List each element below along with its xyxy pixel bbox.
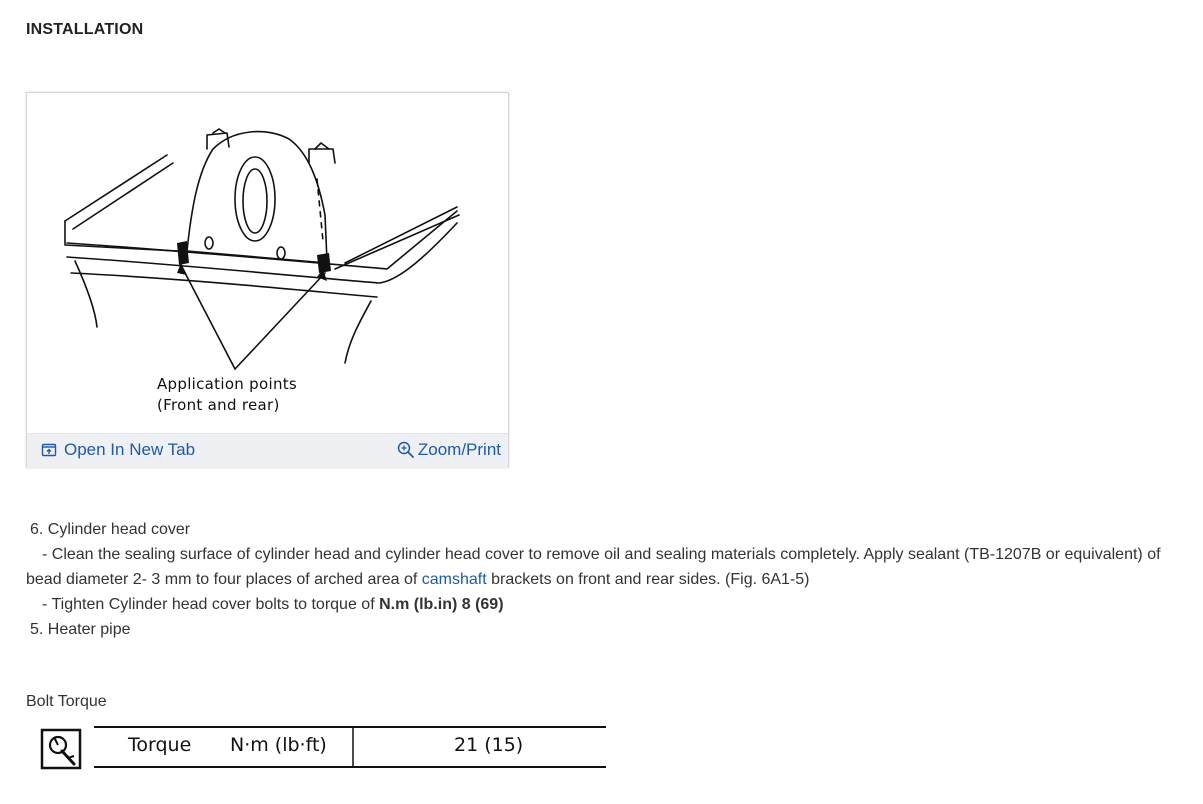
- step-6-instruction-2: [26, 592, 1186, 617]
- figure-toolbar: [27, 433, 508, 468]
- step-5-title: 5. Heater pipe: [30, 621, 131, 638]
- torque-unit: N·m (lb·ft): [230, 734, 327, 756]
- bolt-torque-title: Bolt Torque: [26, 693, 107, 710]
- torque-spec: N.m (lb.in) 8 (69): [379, 596, 504, 613]
- open-in-new-tab-label: Open In New Tab: [64, 440, 196, 459]
- step-6-instruction-1: [26, 542, 1186, 592]
- step-6-title: 6. Cylinder head cover: [30, 521, 191, 538]
- torque-value: 21 (15): [454, 734, 524, 756]
- step-6-instruction-1-text: - Clean the sealing surface of cylinder head and cylinder head cover to remove oil and sealing materials completely. Apply sealant (TB-1207B or equivalent) of bead diameter 2- 3 mm to four places of arched area of: [26, 546, 1161, 588]
- figure-card: [26, 92, 509, 468]
- torque-wrench-icon: [40, 728, 82, 770]
- step-6-instruction-2-text: - Tighten Cylinder head cover bolts to torque of: [42, 596, 380, 613]
- zoom-print-label: Zoom/Print: [417, 440, 501, 459]
- zoom-print-button[interactable]: [397, 440, 501, 460]
- torque-spec-table: [40, 724, 606, 772]
- figure-label-line2: (Front and rear): [157, 396, 280, 414]
- camshaft-link[interactable]: camshaft: [421, 571, 487, 588]
- zoom-in-icon: [397, 441, 415, 459]
- open-in-new-tab-icon: [41, 442, 57, 458]
- section-heading: INSTALLATION: [26, 21, 144, 38]
- procedure-steps: [26, 517, 1186, 642]
- open-in-new-tab-button[interactable]: [41, 440, 195, 460]
- torque-label: Torque: [128, 734, 192, 756]
- figure-label-line1: Application points: [157, 375, 298, 393]
- step-6-instruction-1-end: brackets on front and rear sides. (Fig. 6A1-5): [486, 571, 810, 588]
